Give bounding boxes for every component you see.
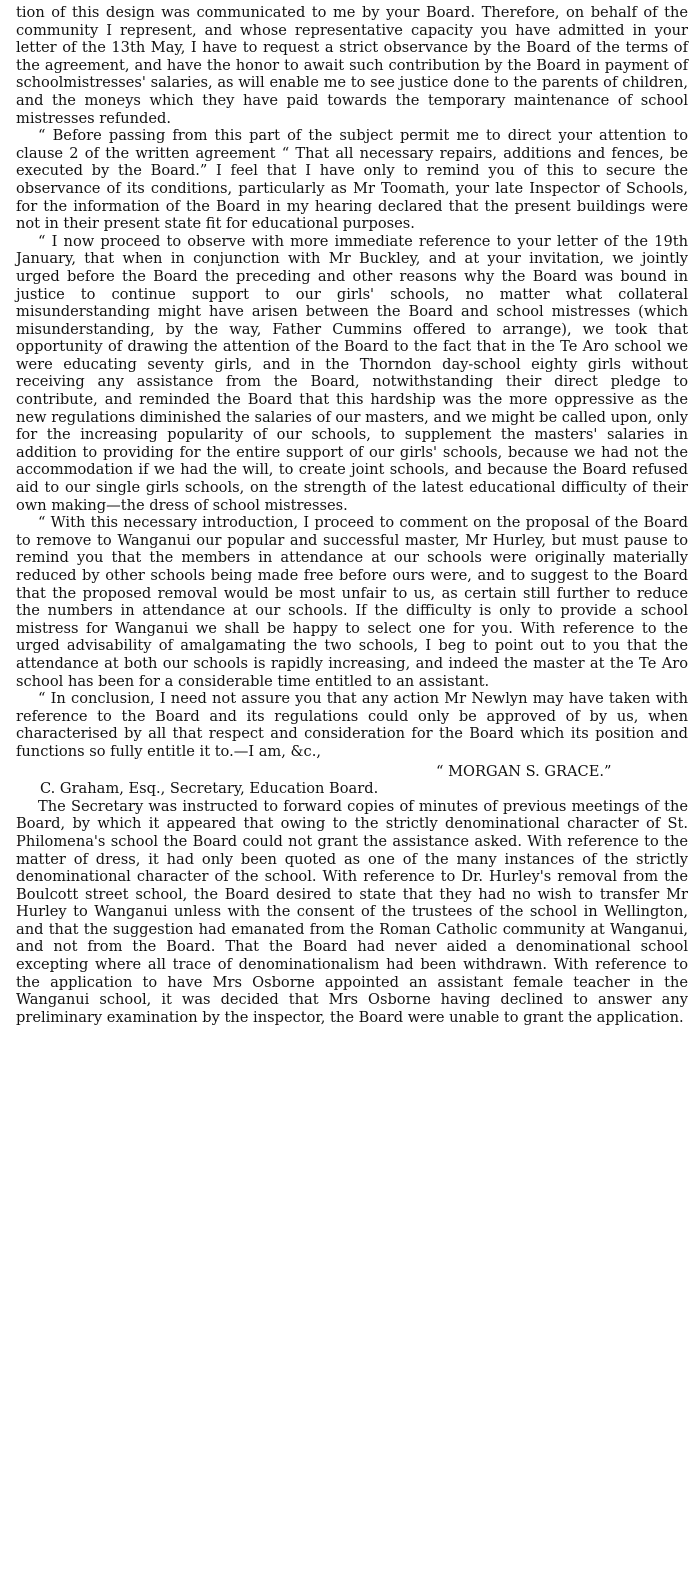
letter-signature: “ MORGAN S. GRACE.” [436, 762, 612, 780]
paragraph-conclusion: “ In conclusion, I need not assure you that any action Mr Newlyn may have taken with reference to the Board and its regulations could only be approved of by us, when characterised by all that respect and consideration for the Board which its position and functions so fully entitle it to.—I am, &c., [16, 690, 688, 760]
paragraph-clause-two: “ Before passing from this part of the subject permit me to direct your attention to clause 2 of the written agreement “ That all necessary repairs, additions and fences, be executed by the Board.” I feel that I have only to remind you of this to secure the observance of its conditions, particularly as Mr Toomath, your late Inspector of Schools, for the information of the Board in my hearing declared that the present buildings were not in their present state fit for educational purposes. [16, 127, 688, 233]
paragraph-opening: tion of this design was communicated to me by your Board. Therefore, on behalf of the community I represent, and whose representative capacity you have admitted in your letter of the 13th May, I have to request a strict observance by the Board of the terms of the agreement, and have the honor to await such contribution by the Board in payment of schoolmistresses' salaries, as will enable me to see justice done to the parents of children, and the moneys which they have paid towards the temporary maintenance of school mistresses refunded. [16, 4, 688, 127]
paragraph-board-decision: The Secretary was instructed to forward copies of minutes of previous meetings of the Board, by which it appeared that owing to the strictly denominational character of St. Philomena's school the Board could not grant the assistance asked. With reference to the matter of dress, it had only been quoted as one of the many instances of the strictly denominational character of the school. With reference to Dr. Hurley's removal from the Boulcott street school, the Board desired to state that they had no wish to transfer Mr Hurley to Wanganui unless with the consent of the trustees of the school in Wellington, and that the suggestion had emanated from the Roman Catholic community at Wanganui, and not from the Board. That the Board had never aided a denominational school excepting where all trace of denominationalism had been withdrawn. With reference to the application to have Mrs Osborne appointed an assistant female teacher in the Wanganui school, it was decided that Mrs Osborne having declined to answer any preliminary examination by the inspector, the Board were unable to grant the application. [16, 797, 688, 1026]
paragraph-letter-reply: “ I now proceed to observe with more immediate reference to your letter of the 19th January, that when in conjunction with Mr Buckley, and at your invitation, we jointly urged before the Board the preceding and other reasons why the Board was bound in justice to continue support to our girls' schools, no matter what collateral misunderstanding might have arisen between the Board and school mistresses (which misunderstanding, by the way, Father Cummins offered to arrange), we took that opportunity of drawing the attention of the Board to the fact that in the Te Aro school we were educating seventy girls, and in the Thorndon day-school eighty girls without receiving any assistance from the Board, notwithstanding their direct pledge to contribute, and reminded the Board that this hardship was the more oppressive as the new regulations diminished the salaries of our masters, and we might be called upon, only for the increasing popularity of our schools, to supplement the masters' salaries in addition to providing for the entire support of our girls' schools, because we had not the accommodation if we had the will, to create joint schools, and because the Board refused aid to our single girls schools, on the strength of the latest educational difficulty of their own making—the dress of school mistresses. [16, 232, 688, 514]
paragraph-hurley-removal: “ With this necessary introduction, I proceed to comment on the proposal of the Board to remove to Wanganui our popular and successful master, Mr Hurley, but must pause to remind you that the members in attendance at our schools were originally materially reduced by other schools being made free before ours were, and to suggest to the Board that the proposed removal would be most unfair to us, as certain still further to reduce the numbers in attendance at our schools. If the difficulty is only to provide a school mistress for Wanganui we shall be happy to select one for you. With reference to the urged advisability of amalgamating the two schools, I beg to point out to you that the attendance at both our schools is rapidly increasing, and indeed the master at the Te Aro school has been for a considerable time entitled to an assistant. [16, 514, 688, 690]
letter-addressee: C. Graham, Esq., Secretary, Education Board. [40, 780, 379, 798]
